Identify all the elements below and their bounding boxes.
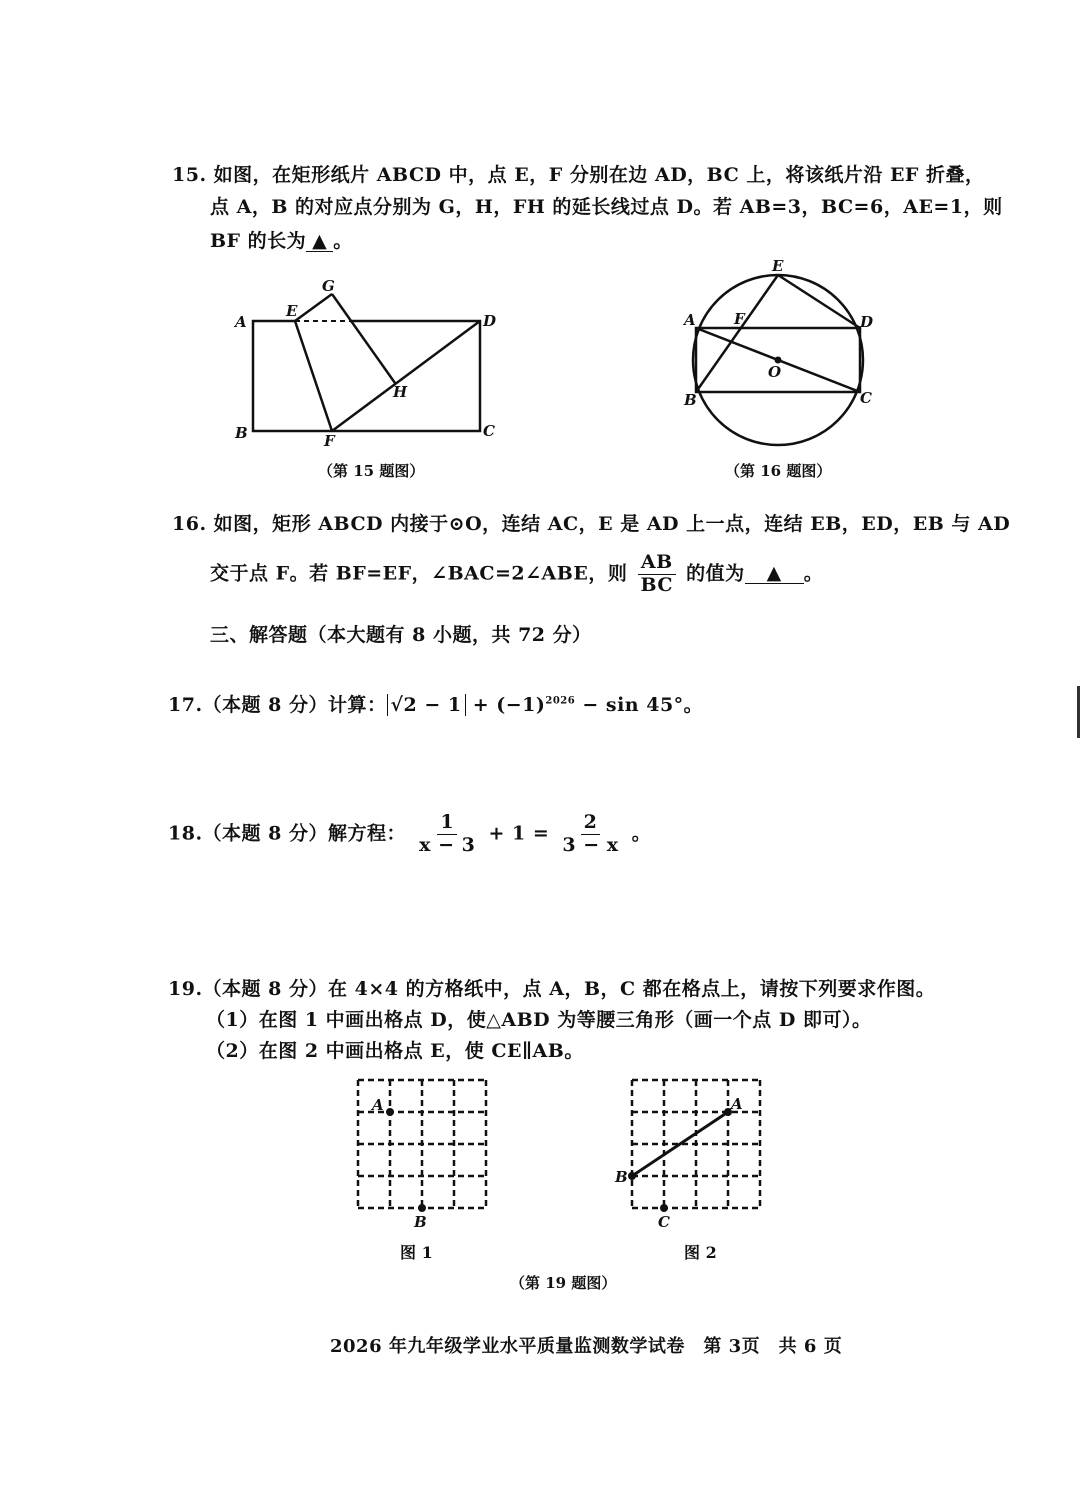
q16-label-d: D	[860, 313, 874, 331]
q19-fig2-label-b: B	[615, 1168, 628, 1186]
q19-fig2-label-a: A	[731, 1095, 743, 1113]
q16-caption: （第 16 题图）	[725, 462, 832, 480]
section-3-heading: 三、解答题（本大题有 8 小题，共 72 分）	[210, 624, 592, 646]
q15-figure	[225, 270, 515, 450]
q15-answer-blank: ▲	[306, 232, 333, 252]
q18-lhs-num: 1	[437, 812, 457, 835]
q15-label-c: C	[483, 422, 495, 440]
q15-label-e: E	[286, 302, 298, 320]
q18-suffix: 。	[631, 822, 652, 845]
q19-figure-1-grid	[345, 1070, 505, 1235]
q17-suffix: − sin 45°。	[582, 694, 704, 716]
q15-line-3-prefix: BF 的长为	[210, 230, 307, 252]
q18-lhs-fraction	[416, 812, 478, 857]
q15-segment-gh	[332, 294, 395, 383]
q18-prefix: 18.（本题 8 分）解方程：	[168, 822, 407, 845]
q19-line-1: 19.（本题 8 分）在 4×4 的方格纸中，点 A，B，C 都在格点上，请按下列要求作图。	[168, 978, 936, 1000]
q17-line	[168, 690, 703, 717]
q16-frac-den: BC	[640, 573, 674, 596]
q16-line-1: 16. 如图，矩形 ABCD 内接于⊙O，连结 AC，E 是 AD 上一点，连结 EB，ED，EB 与 AD	[172, 513, 1011, 535]
q18-rhs-fraction	[559, 812, 621, 857]
q18-rhs-den: 3 − x	[562, 833, 619, 856]
q16-label-f: F	[734, 310, 745, 328]
q15-line-2: 点 A，B 的对应点分别为 G，H，FH 的延长线过点 D。若 AB=3，BC=6，AE=1，则	[210, 196, 1003, 218]
q19-fig1-point-b	[418, 1204, 426, 1212]
q16-line-2-suffix: 。	[803, 562, 824, 585]
q16-label-a: A	[684, 311, 696, 329]
q16-line-2-prefix: 交于点 F。若 BF=EF，∠BAC=2∠ABE，则	[210, 562, 628, 585]
q18-lhs-den: x − 3	[419, 833, 476, 856]
q15-label-b: B	[235, 424, 248, 442]
q19-fig2-label-c: C	[658, 1213, 670, 1231]
q18-line	[168, 812, 651, 857]
q15-label-d: D	[483, 312, 497, 330]
q18-rhs-num: 2	[581, 812, 601, 835]
q16-fraction	[637, 552, 676, 597]
q16-answer-blank: ▲	[745, 564, 804, 584]
q19-line-3: （2）在图 2 中画出格点 E，使 CE∥AB。	[206, 1040, 584, 1062]
q16-figure	[668, 255, 883, 455]
q15-label-g: G	[322, 277, 335, 295]
q19-fig2-caption: 图 2	[684, 1243, 717, 1262]
q15-label-h: H	[393, 383, 408, 401]
q15-line-3	[210, 226, 353, 253]
q18-mid: + 1 =	[488, 822, 550, 845]
q19-caption: （第 19 题图）	[510, 1274, 617, 1292]
q19-fig1-point-a	[386, 1108, 394, 1116]
q19-fig1-label-a: A	[372, 1096, 384, 1114]
q15-caption: （第 15 题图）	[318, 462, 425, 480]
q15-line-3-suffix: 。	[333, 230, 353, 252]
q16-label-e: E	[772, 257, 784, 275]
q16-line-2	[210, 552, 823, 597]
q19-fig2-point-b	[628, 1172, 636, 1180]
q17-abs-expression: √2 − 1	[387, 694, 466, 716]
page-footer: 2026 年九年级学业水平质量监测数学试卷 第 3页 共 6 页	[330, 1336, 843, 1357]
q16-label-b: B	[684, 391, 697, 409]
q15-label-a: A	[235, 313, 247, 331]
q16-frac-num: AB	[638, 552, 676, 575]
q17-prefix: 17.（本题 8 分）计算：	[168, 694, 387, 716]
q15-line-1: 15. 如图，在矩形纸片 ABCD 中，点 E，F 分别在边 AD，BC 上，将该纸片沿 EF 折叠，	[172, 164, 985, 186]
q15-label-f: F	[324, 432, 335, 450]
q19-figure-2-grid	[612, 1070, 777, 1235]
q15-rectangle-abcd	[253, 321, 480, 431]
q19-line-2: （1）在图 1 中画出格点 D，使△ABD 为等腰三角形（画一个点 D 即可）。	[206, 1009, 872, 1031]
q16-segment-ed	[778, 275, 860, 328]
q19-fig2-point-c	[660, 1204, 668, 1212]
q16-label-c: C	[860, 389, 872, 407]
q16-label-o: O	[768, 363, 782, 381]
q15-segment-ef	[295, 321, 332, 431]
q15-segment-eg	[295, 294, 332, 321]
q16-line-2-mid: 的值为	[686, 562, 745, 585]
q19-fig1-label-b: B	[414, 1213, 427, 1231]
q15-segment-fd	[332, 321, 480, 431]
q17-mid: + (−1)	[472, 694, 546, 716]
q19-fig1-caption: 图 1	[400, 1243, 433, 1262]
q17-exponent: 2026	[545, 695, 576, 707]
